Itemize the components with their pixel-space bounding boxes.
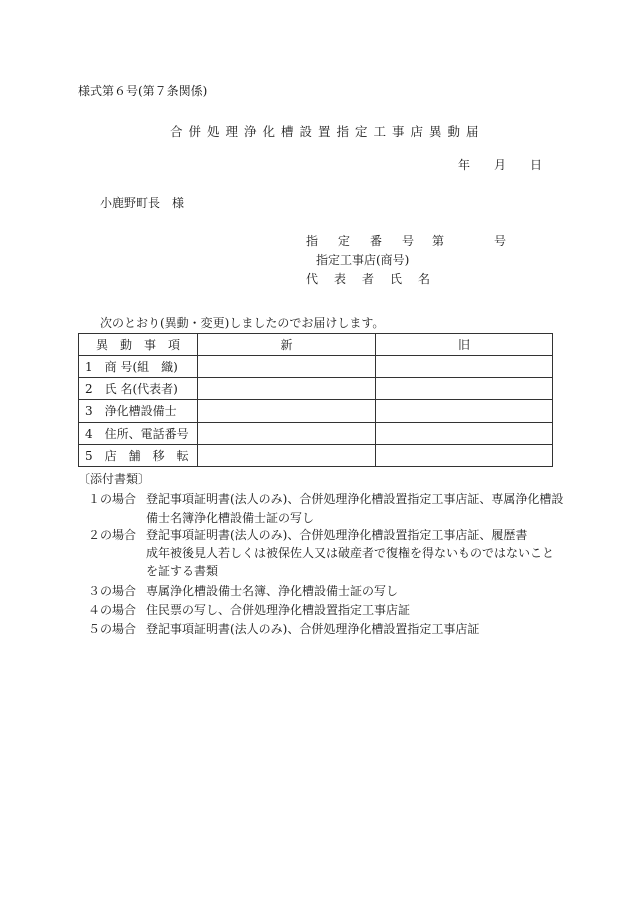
date-year: 年 bbox=[458, 158, 471, 172]
designated-shop-label: 指定工事店(商号) bbox=[316, 253, 410, 267]
old-value-cell[interactable] bbox=[376, 444, 553, 466]
form-number: 様式第６号(第７条関係) bbox=[78, 84, 208, 98]
case-label: ４の場合 bbox=[88, 603, 137, 617]
header-new: 新 bbox=[198, 334, 376, 356]
attachment-case-1 bbox=[88, 490, 563, 507]
old-value-cell[interactable] bbox=[376, 422, 553, 444]
case-text-continued: 成年被後見人若しくは被保佐人又は破産者で復権を得ないものではないこと bbox=[146, 546, 555, 560]
old-value-cell[interactable] bbox=[376, 378, 553, 400]
case-text: 登記事項証明書(法人のみ)、合併処理浄化槽設置指定工事店証、履歴書 bbox=[146, 528, 528, 542]
attachment-case-5 bbox=[88, 620, 479, 637]
case-text-continued: を証する書類 bbox=[146, 564, 219, 578]
case-text: 住民票の写し、合併処理浄化槽設置指定工事店証 bbox=[146, 603, 411, 617]
change-items-table bbox=[78, 333, 553, 467]
header-change-item: 異 動 事 項 bbox=[79, 334, 198, 356]
old-value-cell[interactable] bbox=[376, 356, 553, 378]
attachments-title: 〔添付書類〕 bbox=[78, 472, 151, 486]
row-label: 1 商 号(組 織) bbox=[79, 356, 198, 378]
intro-sentence: 次のとおり(異動・変更)しましたのでお届けします。 bbox=[100, 316, 385, 330]
header-old: 旧 bbox=[376, 334, 553, 356]
designation-dai: 第 bbox=[432, 234, 445, 248]
new-value-cell[interactable] bbox=[198, 422, 376, 444]
new-value-cell[interactable] bbox=[198, 356, 376, 378]
row-label: 4 住所、電話番号 bbox=[79, 422, 198, 444]
new-value-cell[interactable] bbox=[198, 400, 376, 422]
designation-go: 号 bbox=[494, 234, 507, 248]
case-label: ５の場合 bbox=[88, 622, 137, 636]
case-text: 専属浄化槽設備士名簿、浄化槽設備士証の写し bbox=[146, 584, 399, 598]
row-label: 5 店 舗 移 転 bbox=[79, 444, 198, 466]
attachment-case-4 bbox=[88, 601, 410, 618]
case-label: ２の場合 bbox=[88, 528, 137, 542]
new-value-cell[interactable] bbox=[198, 378, 376, 400]
designation-number-label: 指 定 番 号 bbox=[306, 234, 419, 248]
new-value-cell[interactable] bbox=[198, 444, 376, 466]
addressee: 小鹿野町長 様 bbox=[100, 196, 185, 210]
row-label: 2 氏 名(代表者) bbox=[79, 378, 198, 400]
date-day: 日 bbox=[530, 158, 543, 172]
table-row bbox=[79, 422, 553, 444]
case-text-continued: 備士名簿浄化槽設備士証の写し bbox=[146, 511, 315, 525]
table-header-row bbox=[79, 334, 553, 356]
date-month: 月 bbox=[494, 158, 507, 172]
row-label: 3 浄化槽設備士 bbox=[79, 400, 198, 422]
table-row bbox=[79, 356, 553, 378]
table-row bbox=[79, 378, 553, 400]
case-label: ３の場合 bbox=[88, 584, 137, 598]
attachment-case-2 bbox=[88, 526, 527, 543]
representative-name-label: 代 表 者 氏 名 bbox=[306, 272, 433, 286]
attachment-case-3 bbox=[88, 582, 398, 599]
case-text: 登記事項証明書(法人のみ)、合併処理浄化槽設置指定工事店証、専属浄化槽設 bbox=[146, 492, 564, 506]
table-row bbox=[79, 400, 553, 422]
table-row bbox=[79, 444, 553, 466]
document-title: 合併処理浄化槽設置指定工事店異動届 bbox=[170, 124, 485, 139]
old-value-cell[interactable] bbox=[376, 400, 553, 422]
case-text: 登記事項証明書(法人のみ)、合併処理浄化槽設置指定工事店証 bbox=[146, 622, 480, 636]
case-label: １の場合 bbox=[88, 492, 137, 506]
